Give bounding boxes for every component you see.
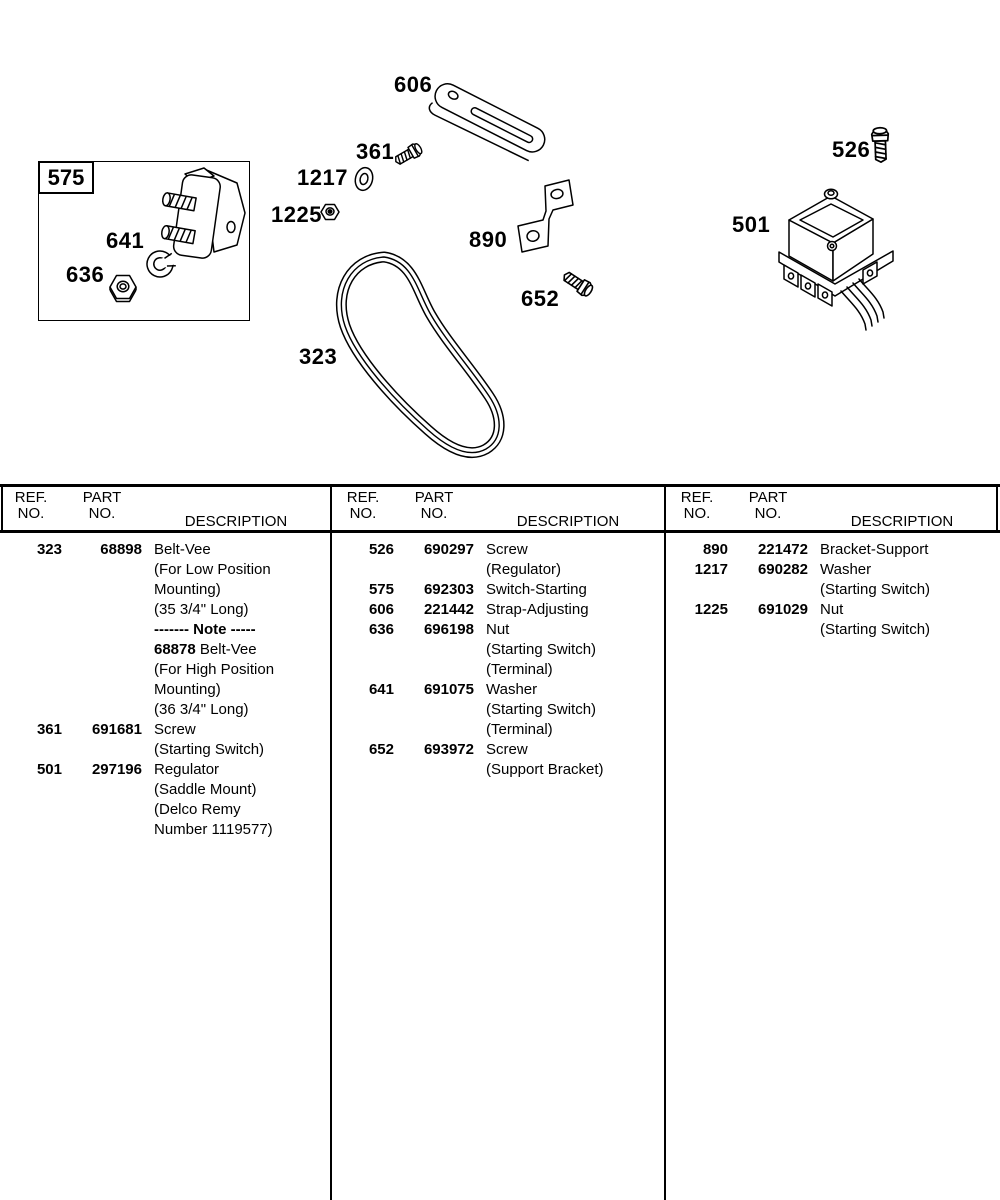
description-value (486, 740, 662, 780)
description-line: (Starting Switch) (486, 701, 597, 718)
callout-1217: 1217 (297, 165, 348, 190)
description-line: (Starting Switch) (820, 621, 931, 638)
description-value (820, 600, 996, 640)
table-header-col2 (332, 490, 662, 530)
part-no-value: 221472 (757, 541, 808, 558)
description-line: Nut (486, 621, 510, 638)
regulator-drawing (779, 189, 893, 330)
ref-no-value: 890 (702, 541, 728, 558)
description-line: (For High Position (154, 661, 275, 678)
description-line: ------- Note ----- (154, 621, 256, 638)
description-value (486, 580, 662, 600)
ref-no-value: 606 (368, 601, 394, 618)
table-top-border (0, 484, 1000, 487)
ref-no-value: 575 (368, 581, 394, 598)
description-line: Mounting) (154, 581, 221, 598)
description-line: (36 3/4" Long) (154, 701, 249, 718)
part-no-value: 297196 (91, 761, 142, 778)
callout-526: 526 (832, 137, 871, 162)
parts-table-entry (0, 720, 330, 760)
parts-table-entry (0, 540, 330, 720)
part-no-value: 696198 (423, 621, 474, 638)
table-column-3 (666, 533, 996, 1200)
description-line: Belt-Vee (154, 541, 211, 558)
description-line: (Regulator) (486, 561, 562, 578)
callout-501: 501 (732, 212, 771, 237)
part-no-value: 691681 (91, 721, 142, 738)
parts-table-entry (666, 560, 996, 600)
ref-no-value: 1217 (694, 561, 728, 578)
description-header: DESCRIPTION (184, 513, 288, 530)
description-line: (Starting Switch) (486, 641, 597, 658)
description-line: Switch-Starting (486, 581, 587, 598)
description-value (486, 600, 662, 620)
nut-1225-drawing (321, 205, 339, 220)
part-no-header: PART NO. (748, 489, 788, 522)
part-no-value: 691029 (757, 601, 808, 618)
callout-890: 890 (469, 227, 508, 252)
description-line: (35 3/4" Long) (154, 601, 249, 618)
callout-641: 641 (106, 228, 145, 253)
ref-no-value: 652 (368, 741, 394, 758)
description-value (154, 720, 330, 760)
callout-636: 636 (66, 262, 105, 287)
description-header: DESCRIPTION (516, 513, 620, 530)
part-no-header: PART NO. (82, 489, 122, 522)
description-line: 68878 Belt-Vee (154, 641, 257, 658)
description-value (820, 540, 996, 560)
description-line: (Terminal) (486, 661, 553, 678)
parts-diagram (0, 0, 1000, 482)
description-line: Strap-Adjusting (486, 601, 589, 618)
description-line: Mounting) (154, 681, 221, 698)
description-value (486, 540, 662, 580)
parts-table-entry (666, 540, 996, 560)
callout-1225: 1225 (271, 202, 322, 227)
description-value (154, 760, 330, 840)
ref-no-value: 641 (368, 681, 394, 698)
ref-no-header: REF. NO. (346, 489, 380, 522)
ref-no-value: 1225 (694, 601, 728, 618)
table-column-2 (332, 533, 662, 1200)
strap-drawing (426, 80, 549, 166)
parts-table-entry (332, 580, 662, 600)
description-line: (For Low Position (154, 561, 271, 578)
description-line: Screw (486, 741, 528, 758)
screw-526-drawing (872, 128, 890, 163)
ref-no-value: 526 (368, 541, 394, 558)
description-line: Regulator (154, 761, 220, 778)
description-value (820, 560, 996, 600)
table-right-border (996, 484, 998, 533)
description-line: Screw (486, 541, 528, 558)
callout-575: 575 (38, 161, 94, 194)
ref-no-value: 361 (36, 721, 62, 738)
description-value (154, 540, 330, 720)
description-line: Nut (820, 601, 844, 618)
screw-361-drawing (392, 142, 423, 168)
description-line: (Saddle Mount) (154, 781, 257, 798)
part-no-value: 691075 (423, 681, 474, 698)
description-line: Washer (820, 561, 872, 578)
parts-table-entry (332, 540, 662, 580)
ref-no-header: REF. NO. (680, 489, 714, 522)
ref-no-value: 323 (36, 541, 62, 558)
description-line: (Delco Remy (154, 801, 241, 818)
parts-table-entry (666, 600, 996, 640)
part-no-value: 692303 (423, 581, 474, 598)
part-no-header: PART NO. (414, 489, 454, 522)
table-header-col1 (0, 490, 330, 530)
washer-1217-drawing (353, 166, 375, 192)
description-line: (Support Bracket) (486, 761, 604, 778)
part-no-value: 693972 (423, 741, 474, 758)
ref-no-value: 636 (368, 621, 394, 638)
parts-table-entry (332, 680, 662, 740)
description-line: Number 1119577) (154, 821, 273, 838)
parts-table-entry (332, 740, 662, 780)
parts-table-entry (332, 620, 662, 680)
description-line: Bracket-Support (820, 541, 929, 558)
description-line: (Terminal) (486, 721, 553, 738)
description-value (486, 680, 662, 740)
parts-table-entry (0, 760, 330, 840)
callout-323: 323 (299, 344, 338, 369)
description-header: DESCRIPTION (850, 513, 954, 530)
ref-no-value: 501 (36, 761, 62, 778)
belt-drawing (341, 257, 499, 453)
part-no-value: 690282 (757, 561, 808, 578)
description-line: (Starting Switch) (154, 741, 265, 758)
table-header-col3 (666, 490, 996, 530)
callout-361: 361 (356, 139, 395, 164)
description-value (486, 620, 662, 680)
callout-606: 606 (394, 72, 433, 97)
bracket-drawing (518, 180, 573, 252)
part-no-value: 221442 (423, 601, 474, 618)
part-no-value: 690297 (423, 541, 474, 558)
callout-652: 652 (521, 286, 560, 311)
description-line: Washer (486, 681, 538, 698)
ref-no-header: REF. NO. (14, 489, 48, 522)
part-no-value: 68898 (100, 541, 142, 558)
parts-table-entry (332, 600, 662, 620)
table-column-1 (0, 533, 330, 1200)
screw-652-drawing (560, 269, 595, 299)
description-line: Screw (154, 721, 196, 738)
description-line: (Starting Switch) (820, 581, 931, 598)
